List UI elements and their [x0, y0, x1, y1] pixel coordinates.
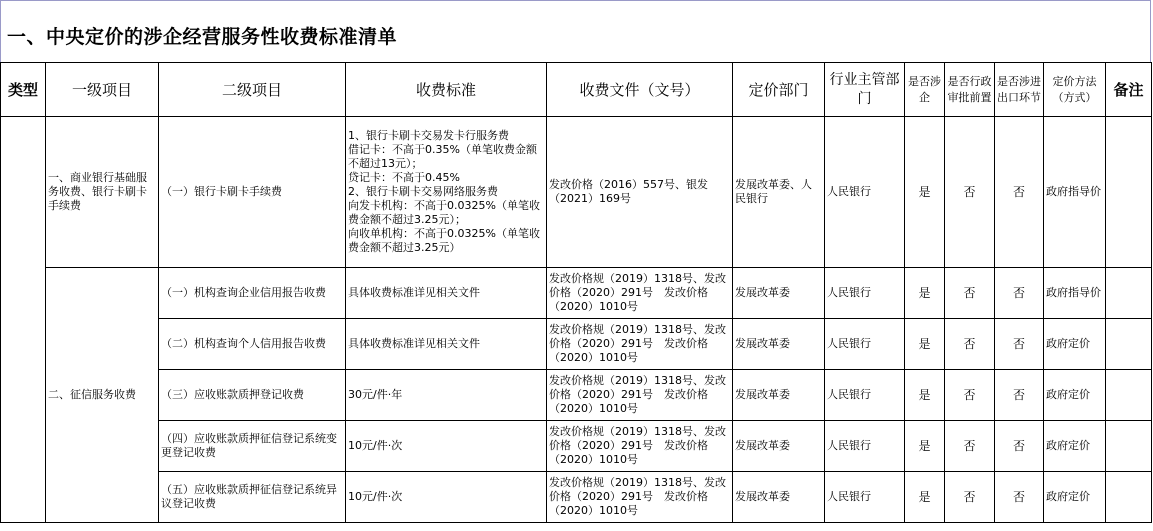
- cell-dept: 发展改革委、人民银行: [733, 117, 825, 268]
- cell-approval: 否: [945, 117, 995, 268]
- cell-standard: 具体收费标准详见相关文件: [346, 319, 547, 370]
- cell-level2: （二）机构查询个人信用报告收费: [159, 319, 346, 370]
- page-title: 一、中央定价的涉企经营服务性收费标准清单: [7, 26, 398, 48]
- cell-remark: [1106, 268, 1152, 319]
- cell-method: 政府指导价: [1044, 117, 1106, 268]
- cell-standard: 10元/件·次: [346, 472, 547, 523]
- cell-document: 发改价格规（2019）1318号、发改价格（2020）291号 发改价格（2020）1010号: [547, 421, 733, 472]
- standard-line: 向收单机构：不高于0.0325%（单笔收费金额不超过3.25元）: [348, 227, 540, 254]
- cell-document: 发改价格（2016）557号、银发（2021）169号: [547, 117, 733, 268]
- fee-table: [0, 62, 1152, 523]
- cell-method: 政府定价: [1044, 421, 1106, 472]
- cell-approval: 否: [945, 319, 995, 370]
- cell-approval: 否: [945, 472, 995, 523]
- cell-import: 否: [995, 319, 1044, 370]
- standard-line: 1、银行卡刷卡交易发卡行服务费: [348, 129, 509, 142]
- cell-industry: 人民银行: [825, 319, 905, 370]
- cell-remark: [1106, 472, 1152, 523]
- cell-involves: 是: [905, 370, 945, 421]
- header-type: 类型: [1, 63, 46, 117]
- cell-involves: 是: [905, 472, 945, 523]
- cell-import: 否: [995, 472, 1044, 523]
- cell-level2: （四）应收账款质押征信登记系统变更登记收费: [159, 421, 346, 472]
- cell-level2: （五）应收账款质押征信登记系统异议登记收费: [159, 472, 346, 523]
- cell-dept: 发展改革委: [733, 319, 825, 370]
- cell-import: 否: [995, 370, 1044, 421]
- standard-line: 向发卡机构：不高于0.0325%（单笔收费金额不超过3.25元）；: [348, 199, 540, 226]
- cell-level2: （一）银行卡刷卡手续费: [159, 117, 346, 268]
- cell-involves: 是: [905, 117, 945, 268]
- cell-industry: 人民银行: [825, 421, 905, 472]
- table-row: [1, 319, 1152, 370]
- cell-remark: [1106, 370, 1152, 421]
- cell-method: 政府定价: [1044, 472, 1106, 523]
- cell-dept: 发展改革委: [733, 421, 825, 472]
- cell-level1: 二、征信服务收费: [46, 268, 159, 523]
- cell-import: 否: [995, 268, 1044, 319]
- cell-industry: 人民银行: [825, 472, 905, 523]
- cell-industry: 人民银行: [825, 370, 905, 421]
- cell-remark: [1106, 319, 1152, 370]
- cell-dept: 发展改革委: [733, 472, 825, 523]
- cell-level2: （三）应收账款质押登记收费: [159, 370, 346, 421]
- header-approval: 是否行政审批前置: [945, 63, 995, 117]
- cell-remark: [1106, 421, 1152, 472]
- standard-line: 借记卡：不高于0.35%（单笔收费金额不超过13元）；: [348, 143, 537, 170]
- cell-industry: 人民银行: [825, 268, 905, 319]
- cell-approval: 否: [945, 370, 995, 421]
- header-involves: 是否涉企: [905, 63, 945, 117]
- header-level1: 一级项目: [46, 63, 159, 117]
- cell-remark: [1106, 117, 1152, 268]
- header-remark: 备注: [1106, 63, 1152, 117]
- table-row: [1, 421, 1152, 472]
- cell-document: 发改价格规（2019）1318号、发改价格（2020）291号 发改价格（2020）1010号: [547, 370, 733, 421]
- cell-import: 否: [995, 421, 1044, 472]
- cell-type: [1, 117, 46, 523]
- standard-line: 贷记卡：不高于0.45%: [348, 171, 460, 184]
- cell-standard: [346, 117, 547, 268]
- cell-document: 发改价格规（2019）1318号、发改价格（2020）291号 发改价格（2020）1010号: [547, 319, 733, 370]
- table-row: [1, 472, 1152, 523]
- standard-line: 2、银行卡刷卡交易网络服务费: [348, 185, 498, 198]
- header-dept: 定价部门: [733, 63, 825, 117]
- cell-document: 发改价格规（2019）1318号、发改价格（2020）291号 发改价格（2020）1010号: [547, 268, 733, 319]
- header-document: 收费文件（文号）: [547, 63, 733, 117]
- cell-approval: 否: [945, 268, 995, 319]
- cell-level2: （一）机构查询企业信用报告收费: [159, 268, 346, 319]
- table-row: [1, 117, 1152, 268]
- header-method: 定价方法（方式）: [1044, 63, 1106, 117]
- header-level2: 二级项目: [159, 63, 346, 117]
- cell-involves: 是: [905, 421, 945, 472]
- cell-involves: 是: [905, 319, 945, 370]
- table-row: [1, 370, 1152, 421]
- title-bar: [0, 0, 1151, 62]
- cell-dept: 发展改革委: [733, 370, 825, 421]
- header-import: 是否涉进出口环节: [995, 63, 1044, 117]
- cell-approval: 否: [945, 421, 995, 472]
- cell-document: 发改价格规（2019）1318号、发改价格（2020）291号 发改价格（2020）1010号: [547, 472, 733, 523]
- cell-standard: 30元/件·年: [346, 370, 547, 421]
- cell-method: 政府定价: [1044, 319, 1106, 370]
- cell-import: 否: [995, 117, 1044, 268]
- table-row: [1, 268, 1152, 319]
- cell-level1: 一、商业银行基础服务收费、银行卡刷卡手续费: [46, 117, 159, 268]
- cell-industry: 人民银行: [825, 117, 905, 268]
- cell-involves: 是: [905, 268, 945, 319]
- header-standard: 收费标准: [346, 63, 547, 117]
- cell-standard: 10元/件·次: [346, 421, 547, 472]
- cell-dept: 发展改革委: [733, 268, 825, 319]
- header-industry: 行业主管部门: [825, 63, 905, 117]
- cell-standard: 具体收费标准详见相关文件: [346, 268, 547, 319]
- cell-method: 政府定价: [1044, 370, 1106, 421]
- cell-method: 政府指导价: [1044, 268, 1106, 319]
- header-row: [1, 63, 1152, 117]
